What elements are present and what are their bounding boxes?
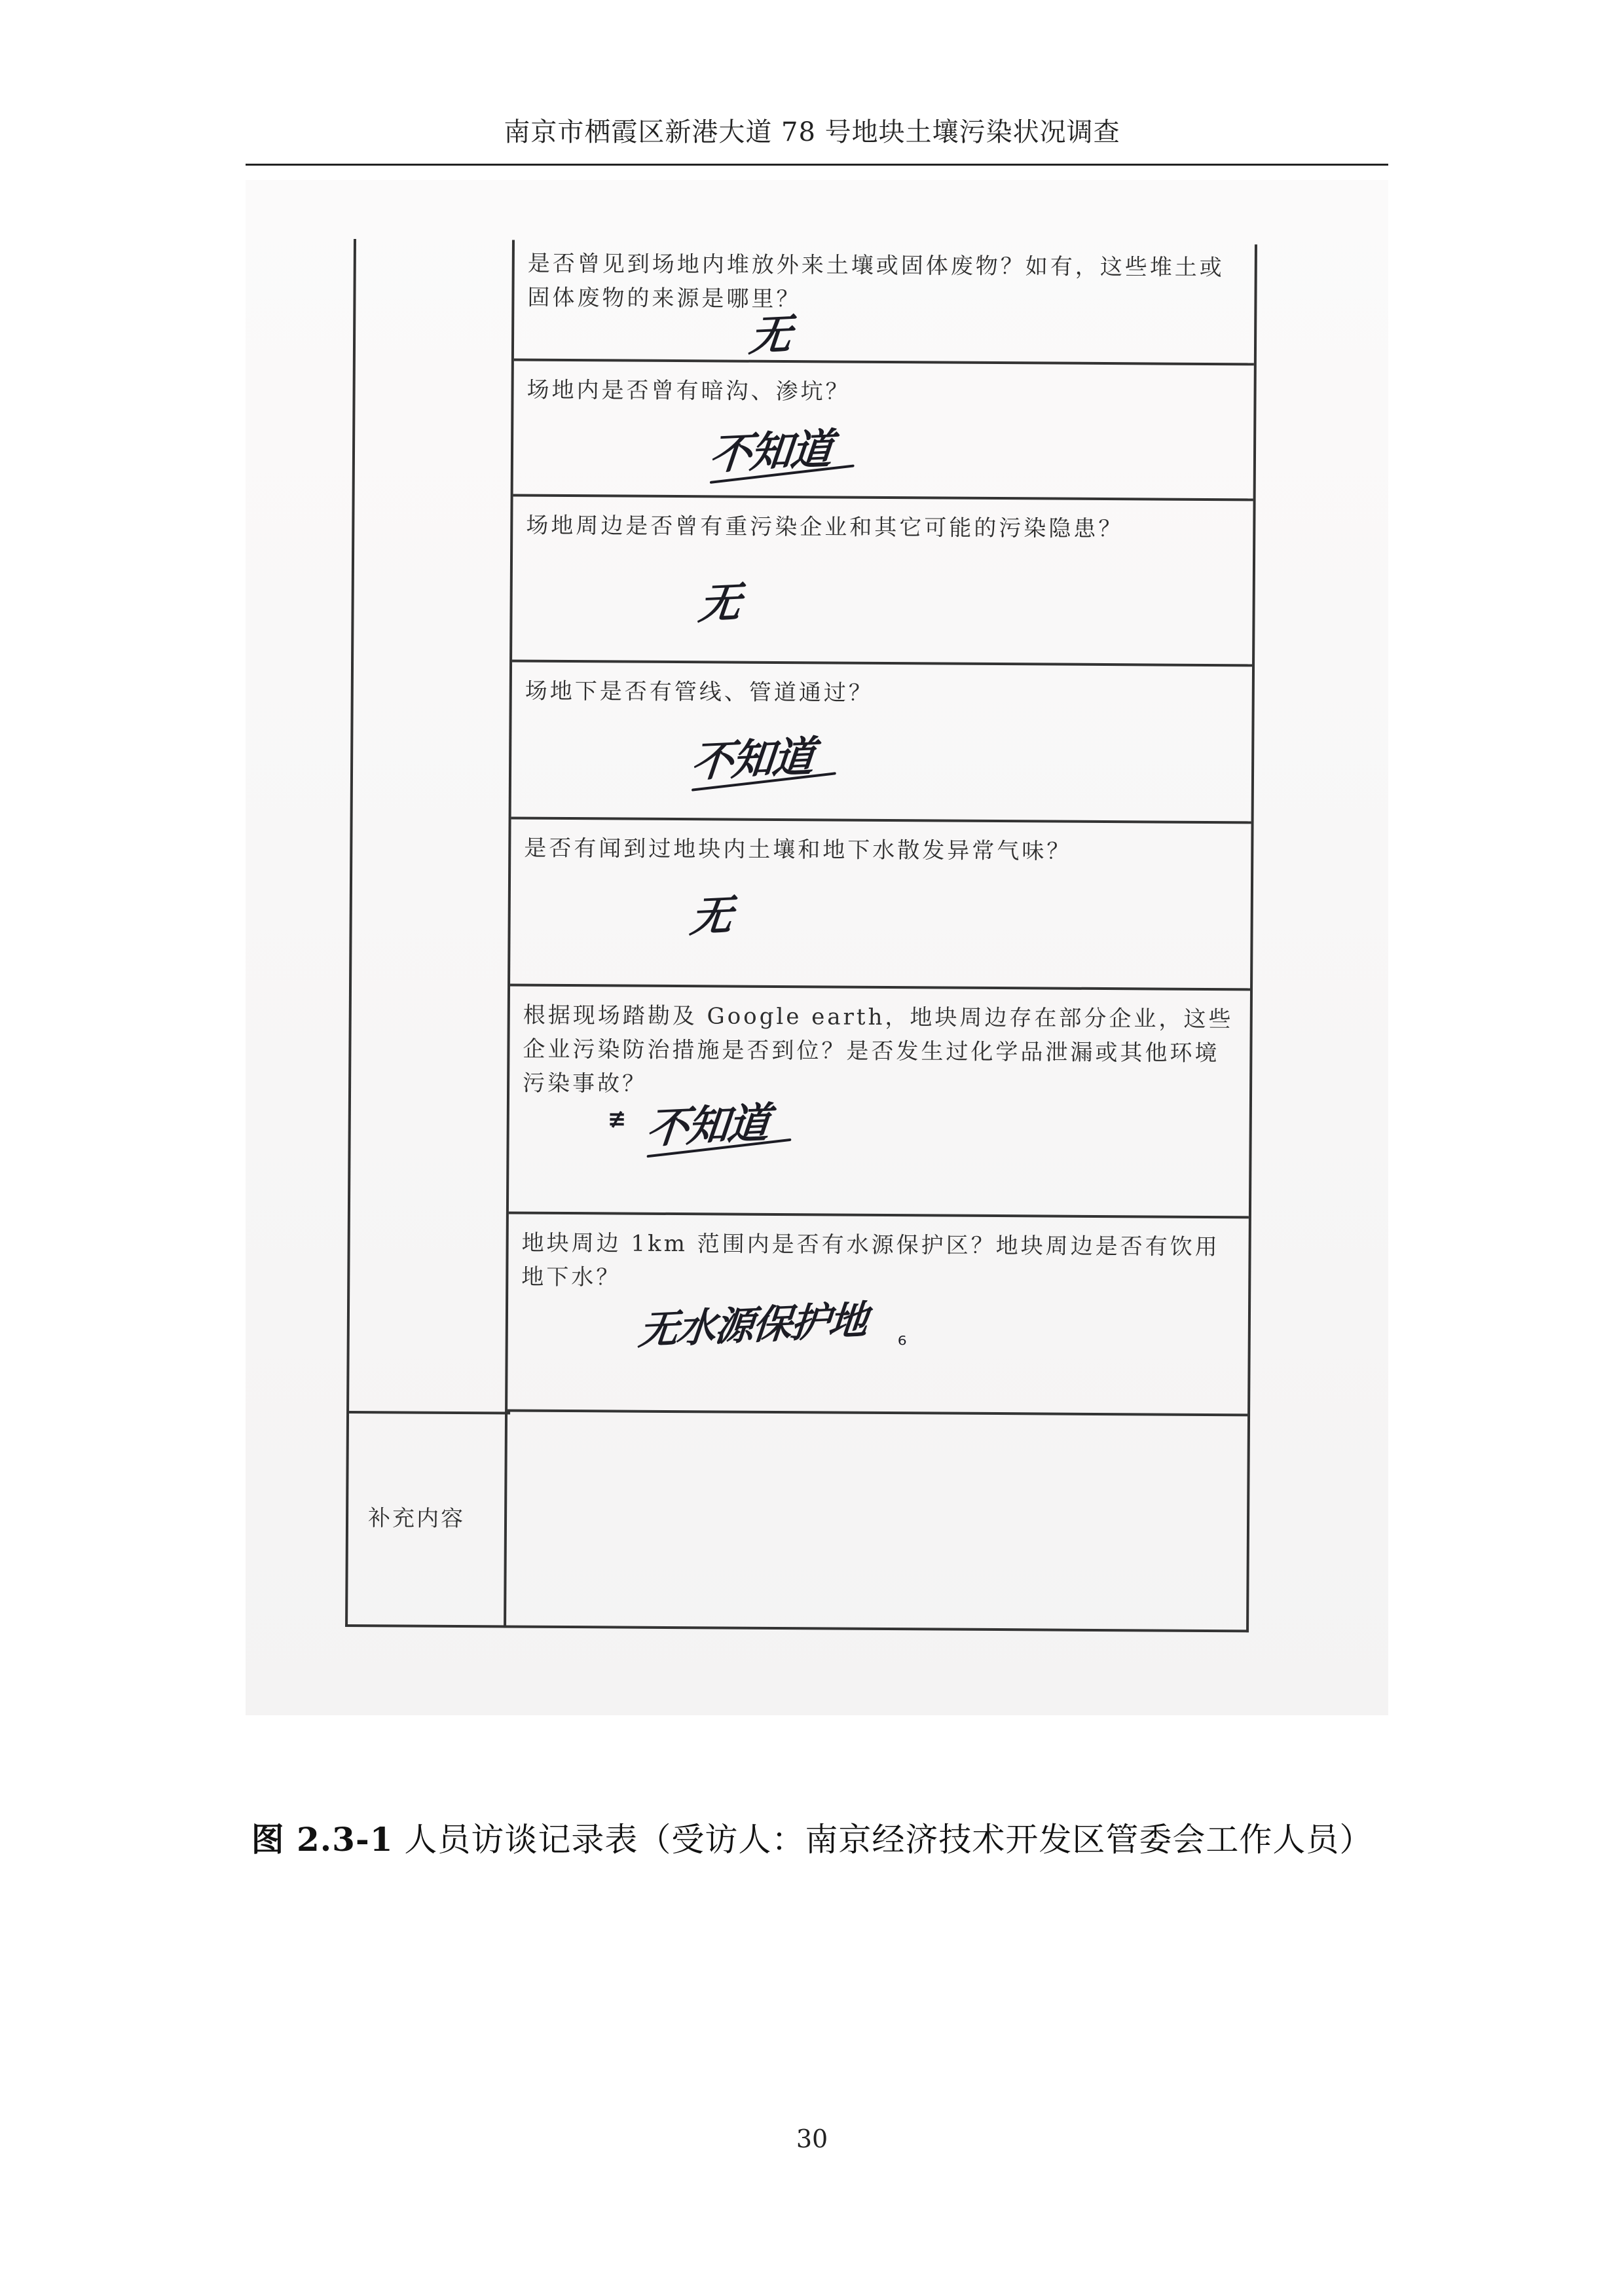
question-text-1: 是否曾见到场地内堆放外来土壤或固体废物？如有，这些堆土或固体废物的来源是哪里？ [527, 250, 1225, 313]
question-text-5: 是否有闻到过地块内土壤和地下水散发异常气味？ [524, 835, 1072, 865]
figure-caption [0, 1813, 1624, 1861]
form-left-column [345, 239, 515, 1628]
question-text-3: 场地周边是否曾有重污染企业和其它可能的污染隐患？ [526, 512, 1124, 543]
question-text-4: 场地下是否有管线、管道通过？ [525, 678, 874, 706]
answer-5 [688, 882, 734, 944]
answer-1 [747, 301, 794, 363]
handwritten-period: ₆ [897, 1324, 907, 1351]
header-rule [246, 164, 1388, 166]
answer-6 [644, 1089, 771, 1156]
running-header: 南京市栖霞区新港大道 78 号地块土壤污染状况调查 [504, 117, 1120, 147]
interview-record-form [345, 239, 1257, 1632]
answer-text-1: 无 [747, 310, 793, 361]
answer-2 [707, 415, 834, 481]
form-right-column [504, 240, 1257, 1632]
answer-text-3: 无 [696, 578, 742, 630]
answer-text-7: 无水源保护地 [637, 1297, 869, 1355]
supplement-divider [349, 1411, 510, 1415]
answer-text-5: 无 [688, 891, 733, 943]
question-row-1 [514, 240, 1255, 366]
question-row-2 [513, 361, 1254, 501]
question-row-7 [507, 1214, 1249, 1416]
answer-3 [696, 569, 743, 631]
crossed-out-mark: ≢ [607, 1106, 627, 1133]
answer-text-4: 不知道 [689, 733, 816, 788]
question-row-3 [512, 496, 1253, 666]
figure-number: 图 2.3-1 [251, 1820, 394, 1859]
answer-text-2: 不知道 [707, 425, 834, 480]
figure-caption-text: 人员访谈记录表（受访人：南京经济技术开发区管委会工作人员） [393, 1821, 1373, 1859]
scanned-form-image [246, 180, 1388, 1715]
question-text-7: 地块周边 1km 范围内是否有水源保护区？地块周边是否有饮用地下水？ [521, 1230, 1220, 1291]
answer-4 [689, 723, 816, 789]
question-row-4 [511, 662, 1252, 824]
supplement-label: 补充内容 [367, 1505, 466, 1533]
answer-text-6: 不知道 [644, 1099, 771, 1154]
question-text-6: 根据现场踏勘及 Google earth，地块周边存在部分企业，这些企业污染防治措施是否到位？是否发生过化学品泄漏或其他环境污染事故？ [523, 1002, 1234, 1097]
page-number: 30 [796, 2124, 828, 2153]
answer-7 [637, 1288, 870, 1356]
question-row-5 [510, 819, 1251, 991]
question-text-2: 场地内是否曾有暗沟、渗坑？ [526, 376, 851, 405]
supplement-content-area [506, 1412, 1247, 1630]
question-row-6 [509, 986, 1250, 1218]
